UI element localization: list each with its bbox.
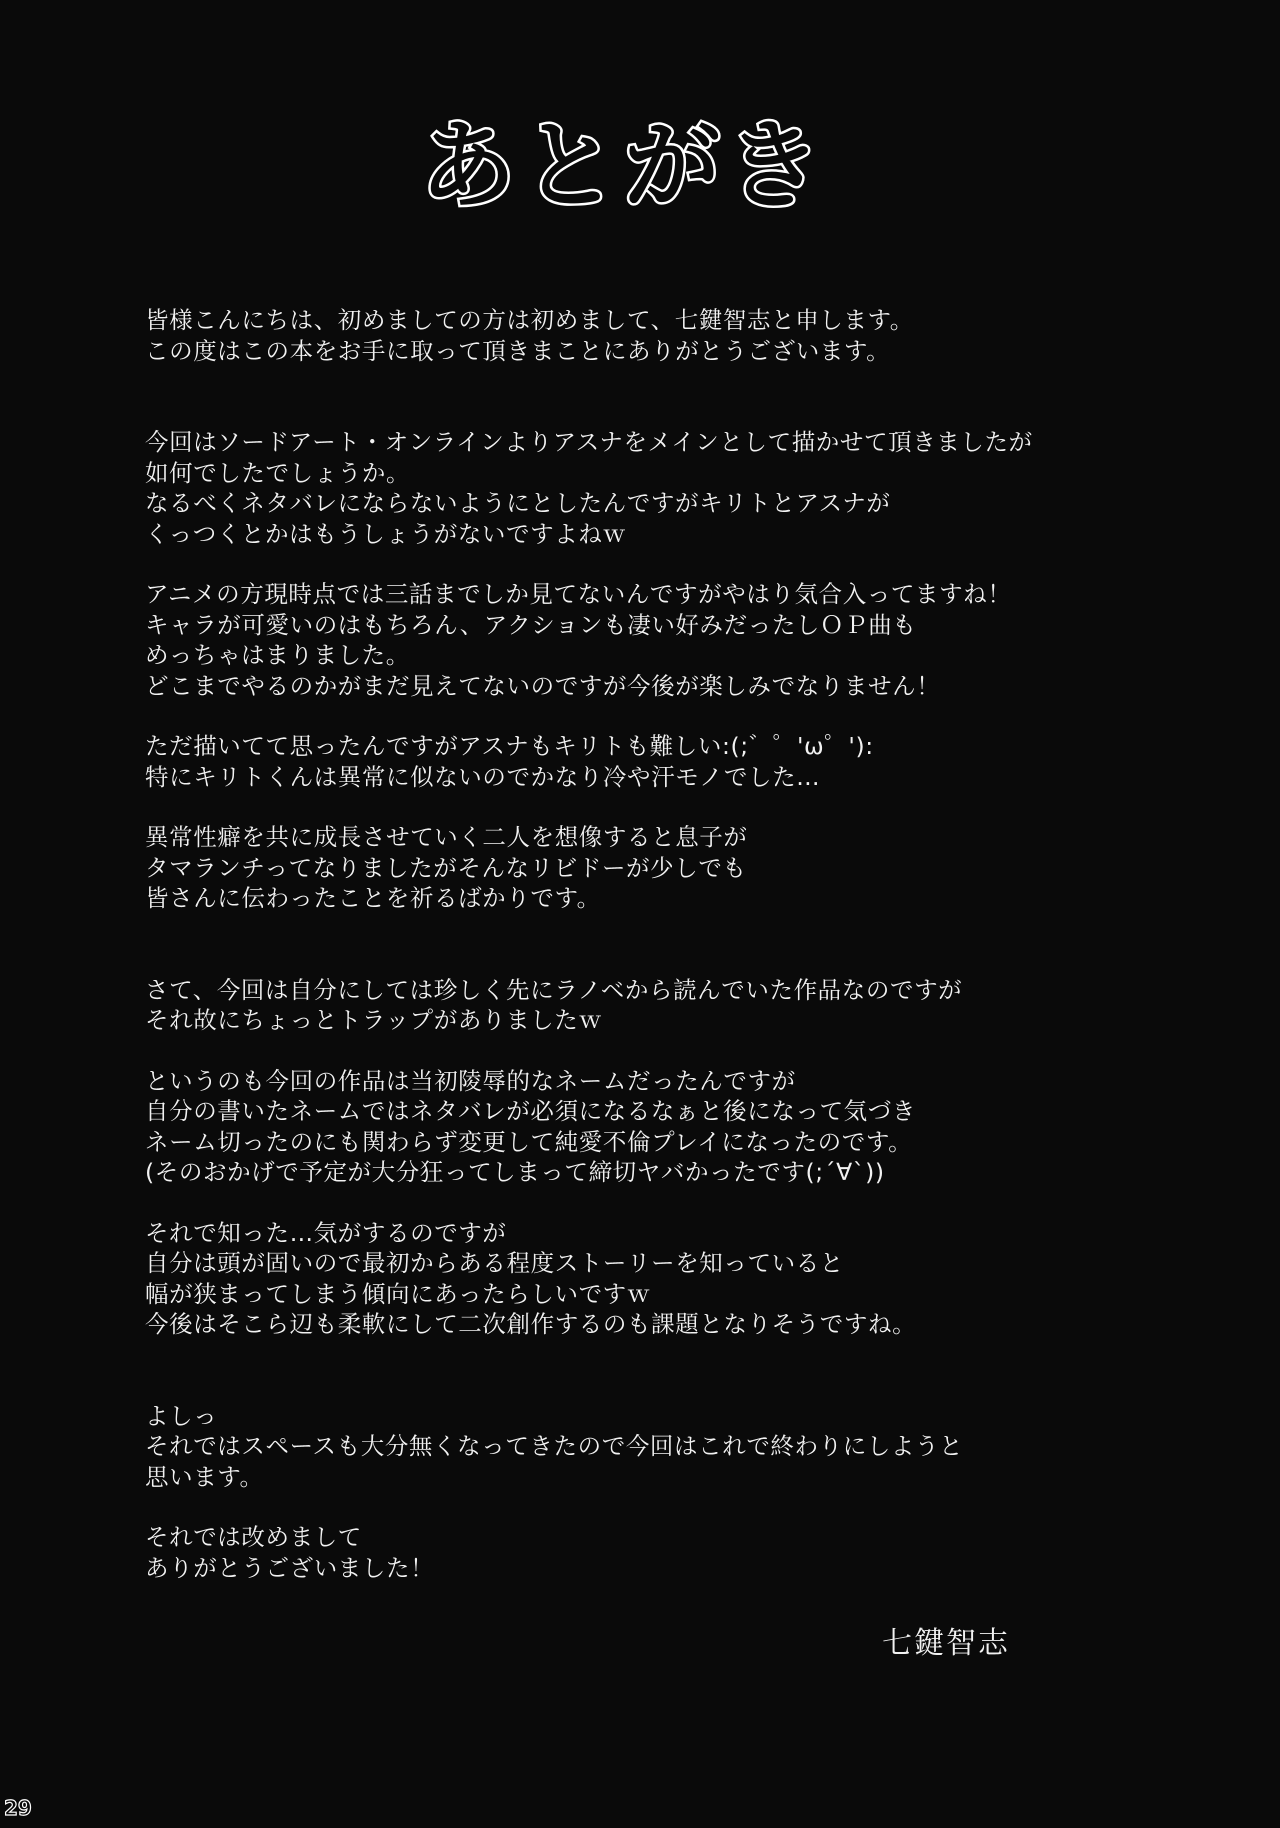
text-line: 如何でしたでしょうか。 <box>145 458 411 487</box>
text-line: 自分は頭が固いので最初からある程度ストーリーを知っていると <box>145 1249 844 1277</box>
text-line: タマランチってなりましたがそんなリビドーが少しでも <box>145 853 747 882</box>
paragraph-libido <box>145 822 1145 914</box>
paragraph-anime <box>145 579 1145 701</box>
text-line: なるべくネタバレにならないようにとしたんですがキリトとアスナが <box>145 489 891 517</box>
text-line: それではスペースも大分無くなってきたので今回はこれで終わりにしようと <box>145 1432 964 1460</box>
text-line: ありがとうございました！ <box>145 1553 435 1582</box>
paragraph-closing <box>145 1401 1145 1493</box>
text-line: それでは改めまして <box>145 1523 362 1551</box>
text-line: 思います。 <box>145 1462 264 1491</box>
text-line: どこまでやるのかがまだ見えてないのですが今後が楽しみでなりません！ <box>145 671 941 700</box>
text-line: それで知った…気がするのですが <box>145 1218 507 1247</box>
page-number: 29 <box>4 1796 32 1820</box>
text-line: 皆さんに伝わったことを祈るばかりです。 <box>145 884 601 912</box>
text-line: 皆様こんにちは、初めましての方は初めまして、七鍵智志と申します。 <box>145 306 914 334</box>
text-line: というのも今回の作品は当初陵辱的なネームだったんですが <box>145 1066 796 1095</box>
paragraph-thanks <box>145 1522 1145 1583</box>
paragraph-drawing <box>145 731 1145 792</box>
text-line: 今回はソードアート・オンラインよりアスナをメインとして描かせて頂きましたが <box>145 428 1033 456</box>
text-line: よしっ <box>145 1401 218 1430</box>
paragraph-lesson <box>145 1218 1145 1340</box>
paragraph-name-change <box>145 1066 1145 1188</box>
text-line: アニメの方現時点では三話までしか見てないんですがやはり気合入ってますね！ <box>145 580 1012 608</box>
paragraph-greeting <box>145 305 1145 366</box>
paragraph-light-novel <box>145 975 1145 1036</box>
text-line: くっつくとかはもうしょうがないですよねｗ <box>145 519 627 548</box>
text-line: めっちゃはまりました。 <box>145 641 410 669</box>
text-line: 特にキリトくんは異常に似ないのでかなり冷や汗モノでした… <box>145 762 821 791</box>
text-line: 自分の書いたネームではネタバレが必須になるなぁと後になって気づき <box>145 1097 916 1125</box>
text-line: キャラが可愛いのはもちろん、アクションも凄い好みだったしＯＰ曲も <box>145 610 917 639</box>
afterword-body <box>145 305 1145 1583</box>
author-signature: 七鍵智志 <box>882 1626 1010 1661</box>
page-title: あとがき <box>420 110 828 222</box>
paragraph-intro <box>145 427 1145 549</box>
text-line: 幅が狭まってしまう傾向にあったらしいですｗ <box>145 1279 651 1308</box>
text-line: 今後はそこら辺も柔軟にして二次創作するのも課題となりそうですね。 <box>145 1310 917 1338</box>
text-line: この度はこの本をお手に取って頂きまことにありがとうございます。 <box>145 336 891 365</box>
text-line: それ故にちょっとトラップがありましたｗ <box>145 1006 603 1034</box>
text-line: さて、今回は自分にしては珍しく先にラノベから読んでいた作品なのですが <box>145 975 963 1004</box>
text-line: (そのおかげで予定が大分狂ってしまって締切ヤバかったです(;´∀`)) <box>145 1158 885 1186</box>
text-line: 異常性癖を共に成長させていく二人を想像すると息子が <box>145 823 748 851</box>
text-line: ただ描いてて思ったんですがアスナもキリトも難しい:(;゛゜'ω゜'): <box>145 732 874 760</box>
text-line: ネーム切ったのにも関わらず変更して純愛不倫プレイになったのです。 <box>145 1127 913 1156</box>
